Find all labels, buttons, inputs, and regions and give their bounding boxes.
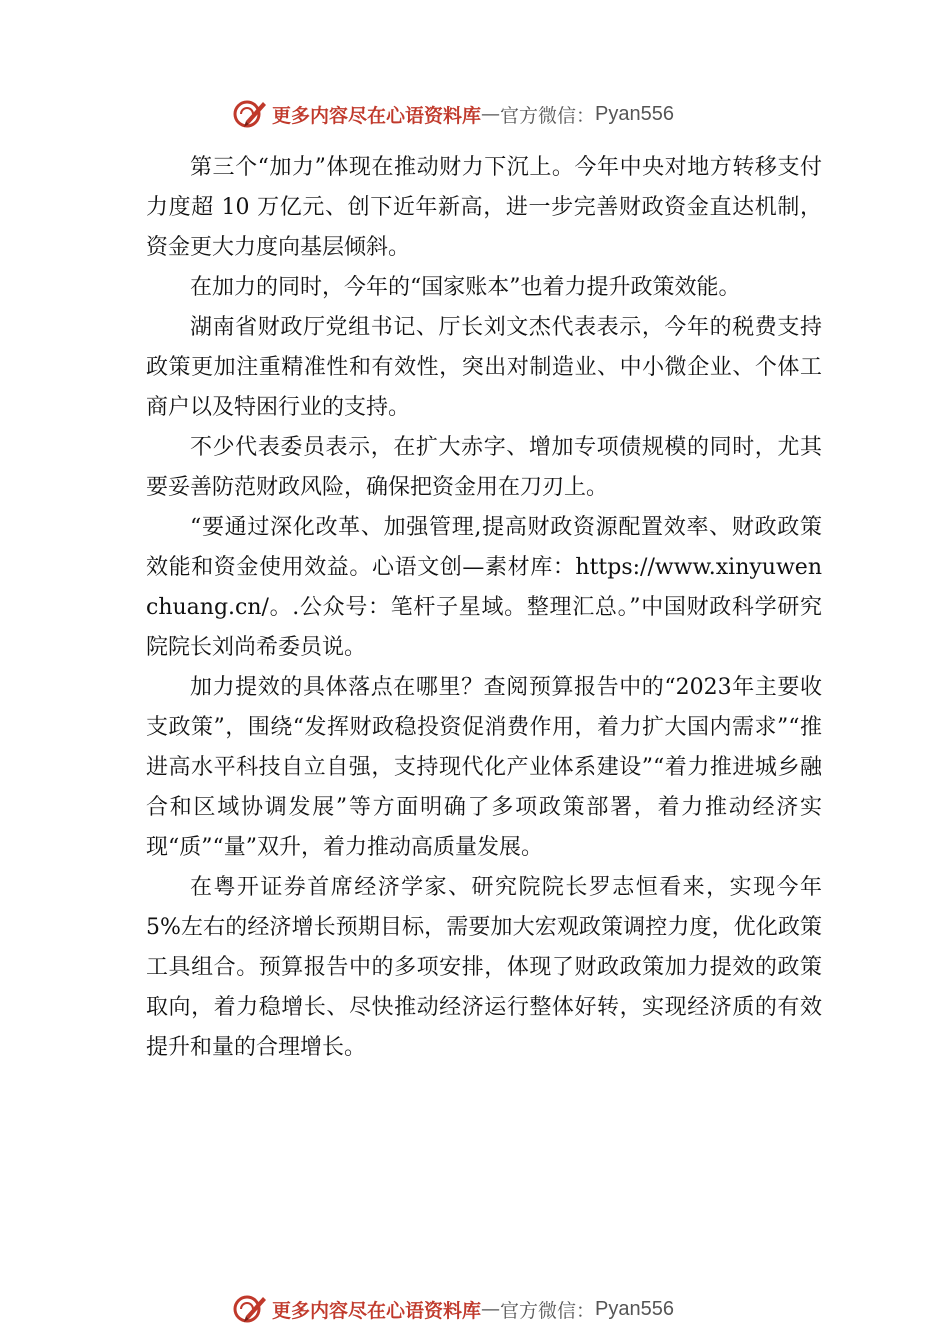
- watermark-title: 更多内容尽在心语资料库: [272, 104, 482, 127]
- paragraph: 在粤开证券首席经济学家、研究院院长罗志恒看来，实现今年 5%左右的经济增长预期目标，需要加大宏观政策调控力度，优化政策工具组合。预算报告中的多项安排，体现了财政政策加力提效的政策取向，着力稳增长、尽快推动经济运行整体好转，实现经济质的有效提升和量的合理增长。: [146, 875, 822, 1060]
- paragraph: 在加力的同时，今年的“国家账本”也着力提升政策效能。: [190, 275, 741, 300]
- paragraph: 不少代表委员表示，在扩大赤字、增加专项债规模的同时，尤其要妥善防范财政风险，确保把资金用在刀刃上。: [146, 435, 822, 500]
- watermark-wechat-id: Pyan556: [595, 102, 674, 125]
- watermark-wechat-label: 官方微信：: [500, 1299, 596, 1322]
- paragraph: “要通过深化改革、加强管理,提高财政资源配置效率、财政政策效能和资金使用效益。心语文创—素材库：https://www.xinyuwenchuang.cn/。.公众号：笔杆子星域。整理汇总。”中国财政科学研究院院长刘尚希委员说。: [146, 515, 822, 660]
- watermark-wechat-label: 官方微信：: [500, 104, 596, 127]
- paragraph: 湖南省财政厅党组书记、厅长刘文杰代表表示，今年的税费支持政策更加注重精准性和有效性，突出对制造业、中小微企业、个体工商户以及特困行业的支持。: [146, 315, 822, 420]
- header-watermark: [232, 97, 674, 131]
- watermark-dash: —: [481, 1298, 501, 1320]
- pen-heart-logo-icon: [232, 97, 268, 131]
- watermark-dash: —: [481, 103, 501, 125]
- watermark-title: 更多内容尽在心语资料库: [272, 1299, 482, 1322]
- watermark-wechat-id: Pyan556: [595, 1297, 674, 1320]
- footer-watermark: [232, 1292, 674, 1326]
- paragraph: 第三个“加力”体现在推动财力下沉上。今年中央对地方转移支付力度超 10 万亿元、创下近年新高，进一步完善财政资金直达机制，资金更大力度向基层倾斜。: [146, 155, 822, 260]
- pen-heart-logo-icon: [232, 1292, 268, 1326]
- paragraph: 加力提效的具体落点在哪里？查阅预算报告中的“2023年主要收支政策”，围绕“发挥财政稳投资促消费作用，着力扩大国内需求”“推进高水平科技自立自强，支持现代化产业体系建设”“着力推进城乡融合和区域协调发展”等方面明确了多项政策部署，着力推动经济实现“质”“量”双升，着力推动高质量发展。: [146, 675, 822, 860]
- article-body: [146, 148, 822, 1068]
